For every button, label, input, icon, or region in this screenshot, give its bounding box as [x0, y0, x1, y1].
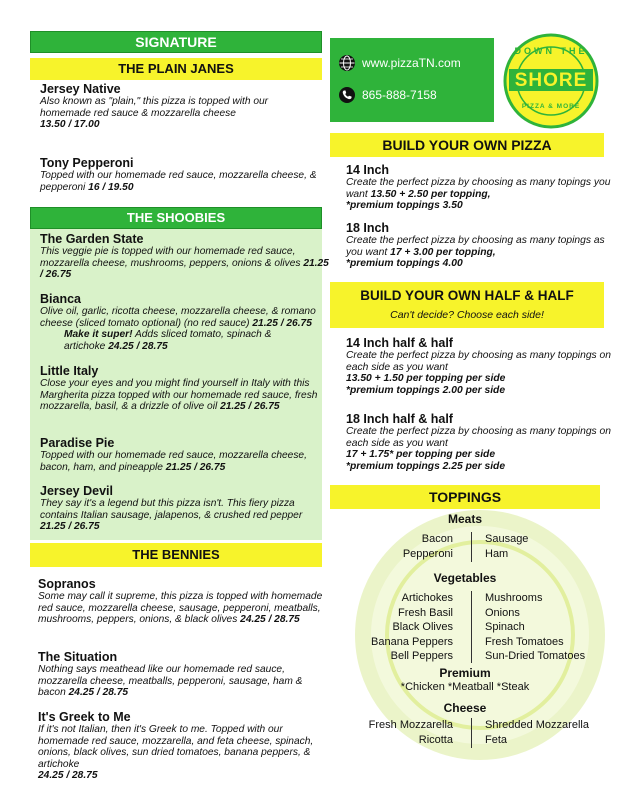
list-item: Pepperoni — [402, 547, 453, 560]
list-item: Fresh Basil — [397, 606, 453, 619]
signature-title: SIGNATURE — [135, 34, 217, 50]
item-extra: Make it super! Adds sliced tomato, spinach & artichoke 24.25 / 28.75 — [64, 329, 272, 352]
list-item: Mushrooms — [485, 592, 543, 604]
signature-header — [30, 31, 322, 53]
list-item: Spinach — [485, 621, 525, 633]
list-item: Fresh Tomatoes — [485, 635, 564, 648]
item-name: Jersey Devil — [40, 484, 113, 498]
item-price: 13.50 / 17.00 — [40, 119, 100, 130]
byo-half-subtitle: Can't decide? Choose each side! — [390, 309, 544, 321]
menu-item — [40, 232, 330, 281]
toppings-header — [330, 485, 600, 509]
list-item: Shredded Mozzarella — [485, 719, 589, 731]
website-text[interactable]: www.pizzaTN.com — [362, 56, 461, 70]
item-price: 21.25 / 26.75 — [40, 257, 329, 280]
item-desc: Close your eyes and you might find yourself in Italy with this Margherita pizza topped with our homemade red sauce, fresh mozzarella, basil, & a drizzle of olive oil 21.25 / 26.75 — [40, 378, 318, 412]
shoobies-header — [30, 207, 322, 229]
logo — [503, 33, 599, 129]
item-name: Bianca — [40, 292, 81, 306]
item-price: 24.25 / 28.75 — [240, 614, 300, 625]
menu-item — [38, 710, 328, 782]
item-desc: Olive oil, garlic, ricotta cheese, mozzarella cheese, & romano cheese (sliced tomato optional) (no red sauce) 21.25 / 26.75 — [40, 306, 316, 329]
item-name: Jersey Native — [40, 82, 121, 96]
item-name: Tony Pepperoni — [40, 156, 134, 170]
premium-list: *Chicken *Meatball *Steak — [400, 681, 530, 693]
menu-item — [38, 650, 328, 699]
byo-pizza-title: BUILD YOUR OWN PIZZA — [382, 137, 552, 153]
byo-half-item — [346, 412, 616, 472]
menu-item — [40, 484, 330, 533]
shoobies-title: THE SHOOBIES — [126, 210, 226, 225]
website-row[interactable] — [338, 54, 461, 72]
item-name: 18 Inch half & half — [346, 412, 453, 426]
list-item: Bacon — [421, 533, 453, 545]
phone-row[interactable] — [338, 86, 437, 104]
byo-item — [346, 221, 616, 270]
item-premium: *premium toppings 3.50 — [346, 200, 463, 212]
logo-main-text: SHORE — [514, 70, 588, 91]
list-item: Banana Peppers — [371, 635, 453, 648]
cheese-label: Cheese — [443, 701, 487, 715]
list-item: Feta — [485, 733, 508, 746]
meats-right-list — [485, 532, 605, 561]
bennies-header — [30, 543, 322, 567]
plain-janes-title: THE PLAIN JANES — [118, 61, 234, 76]
item-name: The Garden State — [40, 232, 144, 246]
meats-left-list — [355, 532, 453, 561]
toppings-title: TOPPINGS — [428, 489, 502, 505]
vegetables-label: Vegetables — [433, 571, 497, 585]
list-item: Fresh Mozzarella — [368, 719, 453, 731]
item-name: 18 Inch — [346, 221, 390, 235]
list-item: Black Olives — [392, 621, 453, 633]
item-desc: Topped with our homemade red sauce, mozzarella cheese, & pepperoni 16 / 19.50 — [40, 170, 317, 193]
item-price: 21.25 / 26.75 — [40, 521, 100, 532]
list-item: Sun-Dried Tomatoes — [485, 650, 586, 662]
globe-icon — [338, 54, 356, 72]
menu-item — [40, 292, 330, 352]
contact-box — [330, 38, 494, 122]
plain-janes-header — [30, 58, 322, 80]
list-item: Bell Peppers — [390, 650, 453, 662]
divider — [471, 591, 472, 663]
menu-item — [40, 436, 330, 473]
item-price: 13.50 + 1.50 per topping per side — [346, 373, 506, 385]
item-desc: Create the perfect pizza by choosing as many topings you want 13.50 + 2.50 per topping, — [346, 177, 611, 200]
list-item: Ricotta — [418, 733, 453, 746]
item-premium: *premium toppings 2.00 per side — [346, 384, 506, 396]
item-price: 21.25 / 26.75 — [252, 317, 312, 329]
byo-half-item — [346, 336, 616, 396]
item-price: 24.25 / 28.75 — [68, 687, 129, 698]
logo-bottom-text: PIZZA & MORE — [521, 103, 581, 110]
item-desc: Also known as "plain," this pizza is topped with our homemade red sauce & mozzarella cheese 13.50 / 17.00 — [40, 96, 269, 130]
divider — [471, 532, 472, 562]
item-desc: If it's not Italian, then it's Greek to me. Topped with our homemade red sauce, mozzarella, and feta cheese, spinach, onions, black olives, sun dried tomatoes, banana peppers, & artichoke 24.25 / 28.75 — [38, 724, 314, 781]
item-desc: Create the perfect pizza by choosing as many toppings on each side as you want — [346, 350, 612, 373]
item-price: 24.25 / 28.75 — [38, 770, 98, 781]
list-item: Ham — [485, 547, 509, 560]
item-premium: *premium toppings 4.00 — [346, 258, 463, 270]
item-price: 13.50 + 2.50 per topping, — [370, 188, 491, 200]
menu-item — [40, 364, 330, 413]
item-desc: Some may call it supreme, this pizza is topped with homemade red sauce, mozzarella cheese, sausage, pepperoni, meatballs, mushrooms, peppers, onions, & black olives 24.25 / 28.75 — [38, 591, 323, 625]
cheese-right-list — [485, 718, 615, 747]
item-price: 16 / 19.50 — [88, 181, 134, 193]
menu-item — [38, 577, 328, 626]
veg-right-list — [485, 591, 615, 664]
premium-label: Premium — [439, 666, 491, 680]
item-desc: Nothing says meathead like our homemade red sauce, mozzarella cheese, meatballs, pepperoni, sausage, ham & bacon 24.25 / 28.75 — [38, 664, 303, 698]
item-name: The Situation — [38, 650, 118, 664]
list-item: Artichokes — [401, 592, 453, 604]
byo-half-title: BUILD YOUR OWN HALF & HALF — [360, 288, 574, 303]
item-name: It's Greek to Me — [38, 710, 131, 724]
item-name: Little Italy — [40, 364, 99, 378]
meats-label: Meats — [447, 512, 482, 526]
logo-top-text: DOWN THE — [514, 46, 588, 56]
item-desc: Create the perfect pizza by choosing as many topings as you want 17 + 3.00 per topping, — [346, 235, 605, 258]
list-item: Sausage — [485, 533, 529, 545]
cheese-left-list — [345, 718, 453, 747]
item-desc: They say it's a legend but this pizza isn't. This fiery pizza contains Italian sausage, jalapenos, & crushed red pepper 21.25 / 26.75 — [40, 498, 303, 532]
item-name: 14 Inch — [346, 163, 390, 177]
phone-text[interactable]: 865-888-7158 — [362, 88, 437, 102]
menu-item — [40, 156, 330, 193]
item-name: Sopranos — [38, 577, 96, 591]
byo-pizza-header — [330, 133, 604, 157]
item-name: 14 Inch half & half — [346, 336, 453, 350]
item-price: 17 + 3.00 per topping, — [390, 246, 496, 258]
item-price: 21.25 / 26.75 — [165, 461, 226, 473]
item-desc: Topped with our homemade red sauce, mozzarella cheese, bacon, ham, and pineapple 21.25 / 26.75 — [40, 450, 307, 473]
phone-icon — [338, 86, 356, 104]
item-price: 21.25 / 26.75 — [220, 401, 280, 412]
divider — [471, 718, 472, 748]
byo-item — [346, 163, 616, 212]
veg-left-list — [345, 591, 453, 664]
item-premium: *premium toppings 2.25 per side — [346, 460, 506, 472]
item-desc: This veggie pie is topped with our homemade red sauce, mozzarella cheese, mushrooms, peppers, onions & olives 21.25 / 26.75 — [40, 246, 329, 280]
item-desc: Create the perfect pizza by choosing as many toppings on each side as you want — [346, 426, 612, 449]
menu-item — [40, 82, 330, 131]
bennies-title: THE BENNIES — [132, 547, 220, 562]
item-name: Paradise Pie — [40, 436, 115, 450]
list-item: Onions — [485, 606, 520, 619]
byo-half-header — [330, 282, 604, 328]
item-price: 17 + 1.75* per topping per side — [346, 449, 496, 461]
